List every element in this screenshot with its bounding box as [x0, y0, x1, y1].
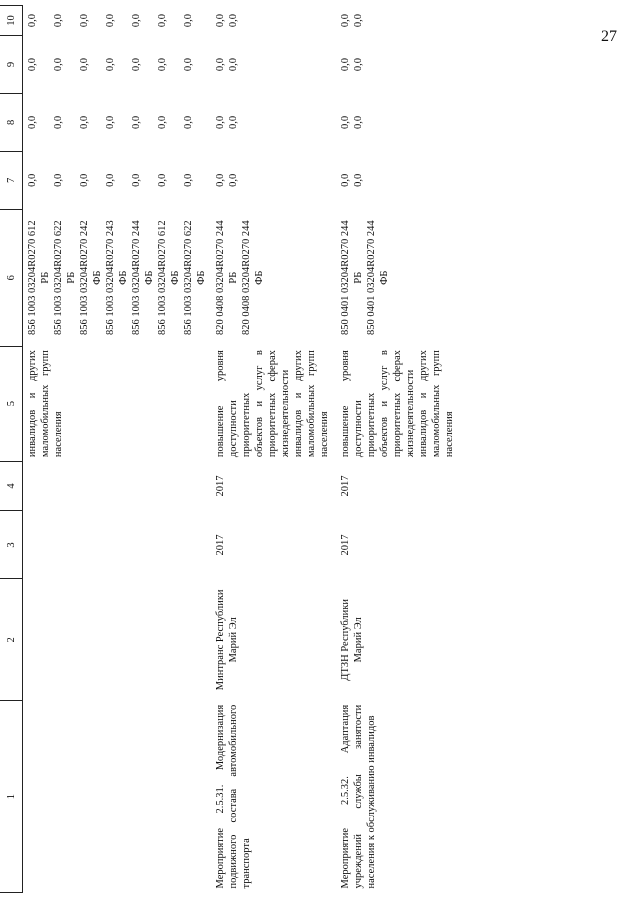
amount-value: 0,0: [353, 173, 364, 187]
end-year-cell: [23, 461, 212, 511]
description-cell: повышение уровня доступности приоритетных объектов и услуг в приоритетных сферах жизнедеятельности инвалидов и других маломобильных групп населения: [340, 350, 455, 458]
amount-value: 0,0: [53, 13, 64, 28]
amount-value: 0,0: [228, 13, 239, 28]
amount-cell: [23, 151, 212, 209]
budget-code: 856 1003 03204R0270 243 ФБ: [105, 220, 129, 336]
amount-value: 0,0: [183, 57, 194, 72]
amount-value: 0,0: [215, 115, 226, 129]
amount-value: 0,0: [157, 13, 168, 28]
budget-code: 856 1003 03204R0270 622 РБ: [53, 220, 77, 336]
amount-value: 0,0: [228, 173, 239, 187]
executor-cell: Минтранс Республики Марий Эл: [215, 589, 239, 691]
amount-value: 0,0: [131, 57, 142, 72]
amount-value: 0,0: [79, 57, 90, 72]
program-table: [0, 5, 486, 893]
amount-cell: [23, 36, 212, 94]
amount-cell: [336, 151, 486, 209]
budget-code: 856 1003 03204R0270 622 ФБ: [183, 220, 207, 336]
amount-value: 0,0: [105, 173, 116, 187]
amount-cell: [211, 93, 336, 151]
column-header: 6: [0, 209, 23, 346]
amount-value: 0,0: [27, 115, 38, 129]
description-cell: инвалидов и других маломобильных групп населения: [27, 350, 64, 458]
amount-value: 0,0: [53, 115, 64, 129]
end-year-cell: 2017: [340, 475, 351, 497]
table-row: [336, 6, 486, 893]
amount-value: 0,0: [79, 115, 90, 129]
amount-value: 0,0: [183, 115, 194, 129]
amount-cell: [336, 6, 486, 36]
description-cell: повышение уровня доступности приоритетных объектов и услуг в приоритетных сферах жизнедеятельности инвалидов и других маломобильных групп населения: [215, 350, 330, 458]
amount-cell: [23, 93, 212, 151]
column-header: 5: [0, 346, 23, 461]
rotated-page: [0, 5, 639, 905]
amount-value: 0,0: [131, 13, 142, 28]
amount-value: 0,0: [215, 57, 226, 72]
amount-value: 0,0: [105, 13, 116, 28]
amount-value: 0,0: [53, 173, 64, 187]
budget-code: 850 0401 03204R0270 244 РБ: [340, 220, 364, 336]
table-row: [23, 6, 212, 893]
column-header: 2: [0, 579, 23, 701]
start-year-cell: [23, 511, 212, 579]
amount-value: 0,0: [340, 57, 351, 72]
amount-value: 0,0: [157, 57, 168, 72]
column-header: 1: [0, 701, 23, 893]
amount-value: 0,0: [131, 115, 142, 129]
amount-value: 0,0: [105, 57, 116, 72]
budget-code: 820 0408 03204R0270 244 РБ: [215, 220, 239, 336]
table-row: [211, 6, 336, 893]
amount-value: 0,0: [79, 173, 90, 187]
column-header: 7: [0, 151, 23, 209]
amount-cell: [23, 6, 212, 36]
amount-value: 0,0: [131, 173, 142, 187]
executor-cell: ДТЗН Республики Марий Эл: [340, 598, 364, 681]
amount-value: 0,0: [157, 115, 168, 129]
amount-value: 0,0: [215, 173, 226, 187]
amount-cell: [211, 151, 336, 209]
budget-code-cell: [336, 209, 486, 346]
measure-cell: Мероприятие 2.5.32. Адаптация учреждений службы занятости населения к обслуживанию инвалидов: [340, 704, 377, 889]
amount-value: 0,0: [183, 13, 194, 28]
column-header: 3: [0, 511, 23, 579]
amount-value: 0,0: [228, 115, 239, 129]
budget-code-cell: [211, 209, 336, 346]
budget-code: 856 1003 03204R0270 612 РБ: [27, 220, 51, 336]
measure-cell: [23, 701, 212, 893]
amount-value: 0,0: [215, 13, 226, 28]
amount-value: 0,0: [27, 57, 38, 72]
amount-value: 0,0: [157, 173, 168, 187]
amount-value: 0,0: [183, 173, 194, 187]
amount-value: 0,0: [353, 115, 364, 129]
amount-value: 0,0: [353, 57, 364, 72]
start-year-cell: 2017: [215, 534, 226, 556]
column-header: 10: [0, 6, 23, 36]
amount-value: 0,0: [27, 173, 38, 187]
amount-value: 0,0: [353, 13, 364, 28]
amount-cell: [211, 36, 336, 94]
start-year-cell: 2017: [340, 534, 351, 556]
column-number-row: [0, 6, 23, 893]
amount-value: 0,0: [340, 173, 351, 187]
column-header: 8: [0, 93, 23, 151]
amount-value: 0,0: [53, 57, 64, 72]
end-year-cell: 2017: [215, 475, 226, 497]
budget-code: 856 1003 03204R0270 244 ФБ: [131, 220, 155, 336]
amount-value: 0,0: [340, 13, 351, 28]
budget-code: 856 1003 03204R0270 612 ФБ: [157, 220, 181, 336]
executor-cell: [23, 579, 212, 701]
amount-value: 0,0: [27, 13, 38, 28]
amount-value: 0,0: [105, 115, 116, 129]
column-header: 4: [0, 461, 23, 511]
page-number: 27: [601, 28, 617, 45]
budget-code: 820 0408 03204R0270 244 ФБ: [241, 220, 265, 336]
amount-value: 0,0: [340, 115, 351, 129]
column-header: 9: [0, 36, 23, 94]
budget-code-cell: [23, 209, 212, 346]
amount-cell: [211, 6, 336, 36]
budget-code: 850 0401 03204R0270 244 ФБ: [366, 220, 390, 336]
amount-cell: [336, 36, 486, 94]
measure-cell: Мероприятие 2.5.31. Модернизация подвижного состава автомобильного транспорта: [215, 704, 252, 889]
amount-value: 0,0: [228, 57, 239, 72]
amount-value: 0,0: [79, 13, 90, 28]
amount-cell: [336, 93, 486, 151]
budget-code: 856 1003 03204R0270 242 ФБ: [79, 220, 103, 336]
